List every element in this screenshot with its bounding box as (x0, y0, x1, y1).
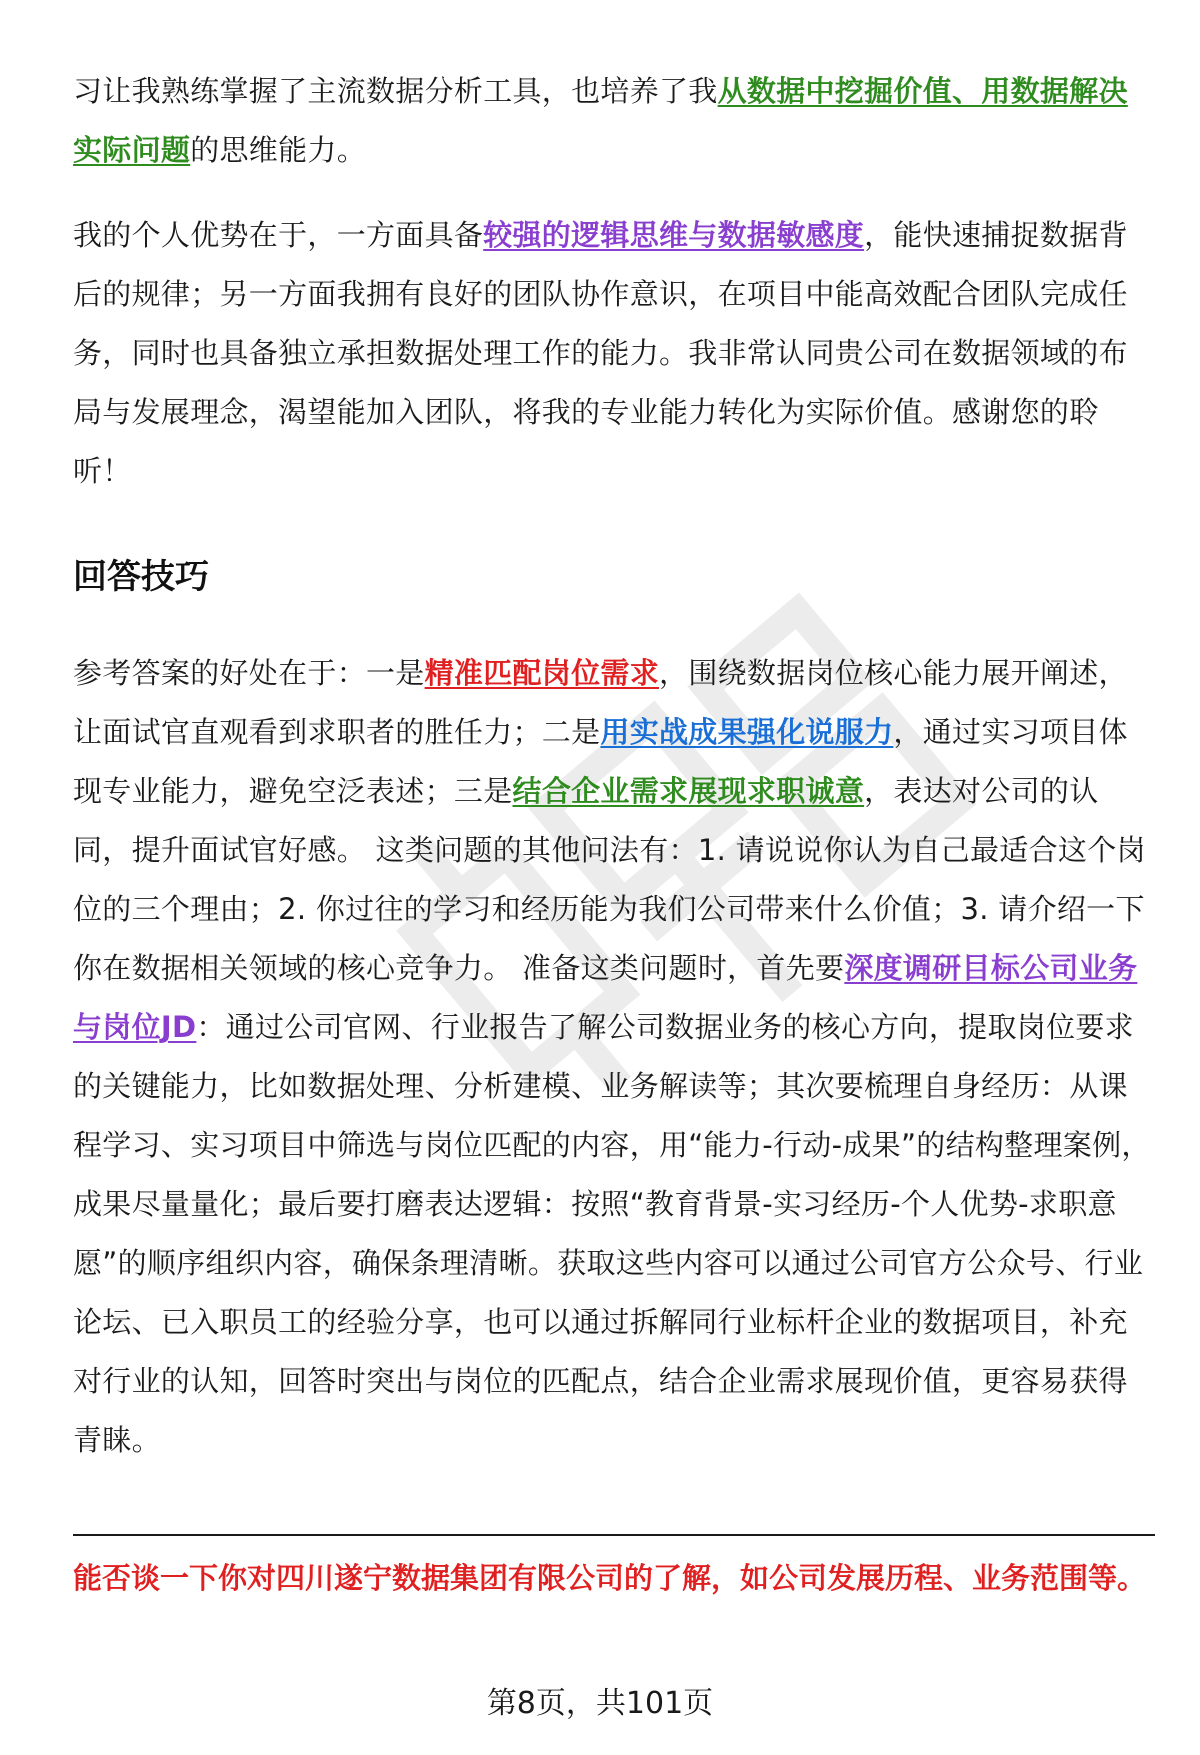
highlight-data-value: 从数据中挖掘价值、用数据解决实际问题 (73, 74, 1128, 167)
highlight-logic-thinking: 较强的逻辑思维与数据敏感度 (483, 218, 865, 252)
highlight-practical-results: 用实战成果强化说服力 (600, 715, 894, 749)
paragraph-tips (73, 644, 1155, 1470)
tips-text-4: ，表达对公司的认同，提升面试官好感。 这类问题的其他问法有：1. 请说说你认为自己最适合这个岗位的三个理由；2. 你过往的学习和经历能为我们公司带来什么价值；3. 请介绍一下你在数据相关领域的核心竞争力。 准备这类问题时，首先要 (73, 774, 1146, 985)
tips-text-2: ，围绕数据岗位核心能力展开阐述，让面试官直观看到求职者的胜任力；二是 (73, 656, 1128, 749)
highlight-research-jd: 深度调研目标公司业务与岗位JD (73, 951, 1138, 1044)
tips-text-5: ：通过公司官网、行业报告了解公司数据业务的核心方向，提取岗位要求的关键能力，比如数据处理、分析建模、业务解读等；其次要梳理自身经历：从课程学习、实习项目中筛选与岗位匹配的内容，用“能力-行动-成果”的结构整理案例，成果尽量量化；最后要打磨表达逻辑：按照“教育背景-实习经历-个人优势-求职意愿”的顺序组织内容，确保条理清晰。获取这些内容可以通过公司官方公众号、行业论坛、已入职员工的经验分享，也可以通过拆解同行业标杆企业的数据项目，补充对行业的认知，回答时突出与岗位的匹配点，结合企业需求展现价值，更容易获得青睐。 (73, 1010, 1151, 1457)
highlight-company-needs: 结合企业需求展现求职诚意 (512, 774, 865, 808)
paragraph-advantage (73, 206, 1155, 501)
advantage-text: 我的个人优势在于，一方面具备 (73, 218, 484, 252)
intro-text: 习让我熟练掌握了主流数据分析工具，也培养了我 (73, 74, 718, 108)
highlight-match-requirements: 精准匹配岗位需求 (424, 656, 660, 690)
advantage-text-end: ，能快速捕捉数据背后的规律；另一方面我拥有良好的团队协作意识，在项目中能高效配合团队完成任务，同时也具备独立承担数据处理工作的能力。我非常认同贵公司在数据领域的布局与发展理念，渴望能加入团队，将我的专业能力转化为实际价值。感谢您的聆听！ (73, 218, 1128, 488)
document-body (73, 62, 1155, 1470)
tips-text-1: 参考答案的好处在于：一是 (73, 656, 425, 690)
section-heading: 回答技巧 (73, 557, 209, 597)
section-divider (73, 1534, 1155, 1536)
intro-text-end: 的思维能力。 (190, 133, 367, 167)
tips-text-3: ，通过实习项目体现专业能力，避免空泛表述；三是 (73, 715, 1128, 808)
paragraph-intro (73, 62, 1155, 180)
next-question: 能否谈一下你对四川遂宁数据集团有限公司的了解，如公司发展历程、业务范围等。 (73, 1561, 1147, 1595)
page-footer: 第8页，共101页 (486, 1686, 714, 1721)
